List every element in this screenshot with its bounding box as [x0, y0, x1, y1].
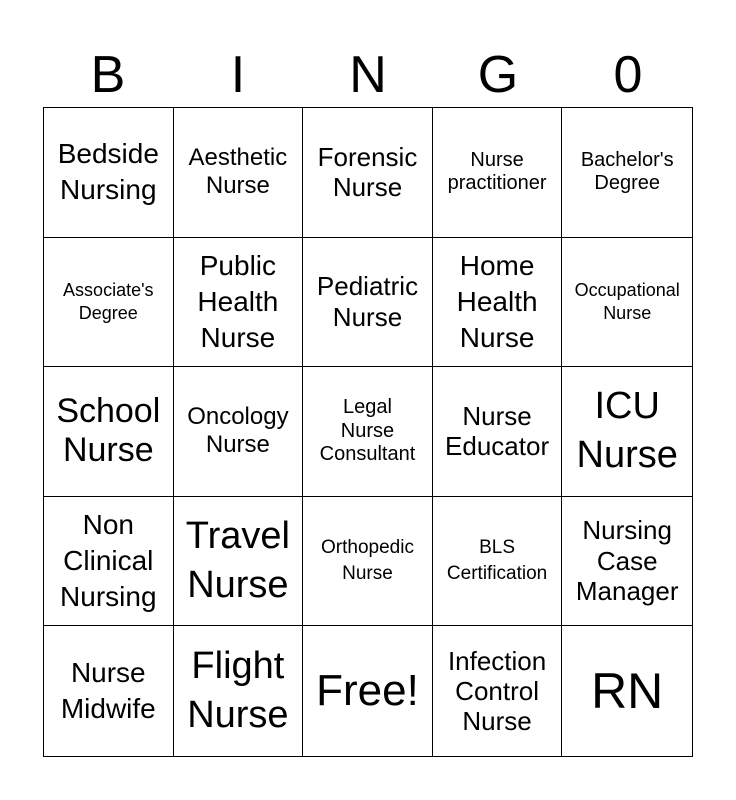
bingo-cell[interactable]: Pediatric Nurse: [303, 238, 433, 368]
bingo-cell[interactable]: Home Health Nurse: [433, 238, 563, 368]
bingo-cell[interactable]: Nurse practitioner: [433, 108, 563, 238]
header-letter-b: B: [90, 46, 126, 104]
bingo-cell[interactable]: Infection Control Nurse: [433, 626, 563, 756]
bingo-cell[interactable]: Travel Nurse: [174, 497, 304, 627]
bingo-cell[interactable]: Flight Nurse: [174, 626, 304, 756]
bingo-cell[interactable]: Occupational Nurse: [562, 238, 692, 368]
bingo-board: [43, 107, 693, 757]
bingo-cell[interactable]: Aesthetic Nurse: [174, 108, 304, 238]
bingo-cell[interactable]: Orthopedic Nurse: [303, 497, 433, 627]
bingo-cell[interactable]: Forensic Nurse: [303, 108, 433, 238]
bingo-cell[interactable]: School Nurse: [44, 367, 174, 497]
bingo-cell[interactable]: RN: [591, 662, 664, 719]
bingo-cell[interactable]: Associate's Degree: [44, 238, 174, 368]
header-letter-i: I: [230, 46, 246, 104]
bingo-cell[interactable]: BLS Certification: [433, 497, 563, 627]
bingo-cell[interactable]: Nurse Educator: [433, 367, 563, 497]
header-letter-n: N: [349, 46, 387, 104]
bingo-cell[interactable]: Legal Nurse Consultant: [303, 367, 433, 497]
header-letter-o: 0: [613, 46, 643, 104]
bingo-cell[interactable]: Public Health Nurse: [174, 238, 304, 368]
bingo-cell[interactable]: ICU Nurse: [562, 367, 692, 497]
bingo-cell[interactable]: Non Clinical Nursing: [44, 497, 174, 627]
bingo-header: [43, 44, 693, 106]
bingo-cell[interactable]: Nursing Case Manager: [562, 497, 692, 627]
bingo-cell[interactable]: Bachelor's Degree: [562, 108, 692, 238]
free-space-cell[interactable]: Free!: [303, 626, 433, 756]
bingo-cell[interactable]: Oncology Nurse: [174, 367, 304, 497]
bingo-cell[interactable]: Bedside Nursing: [44, 108, 174, 238]
bingo-cell[interactable]: Nurse Midwife: [44, 626, 174, 756]
header-letter-g: G: [477, 46, 519, 104]
